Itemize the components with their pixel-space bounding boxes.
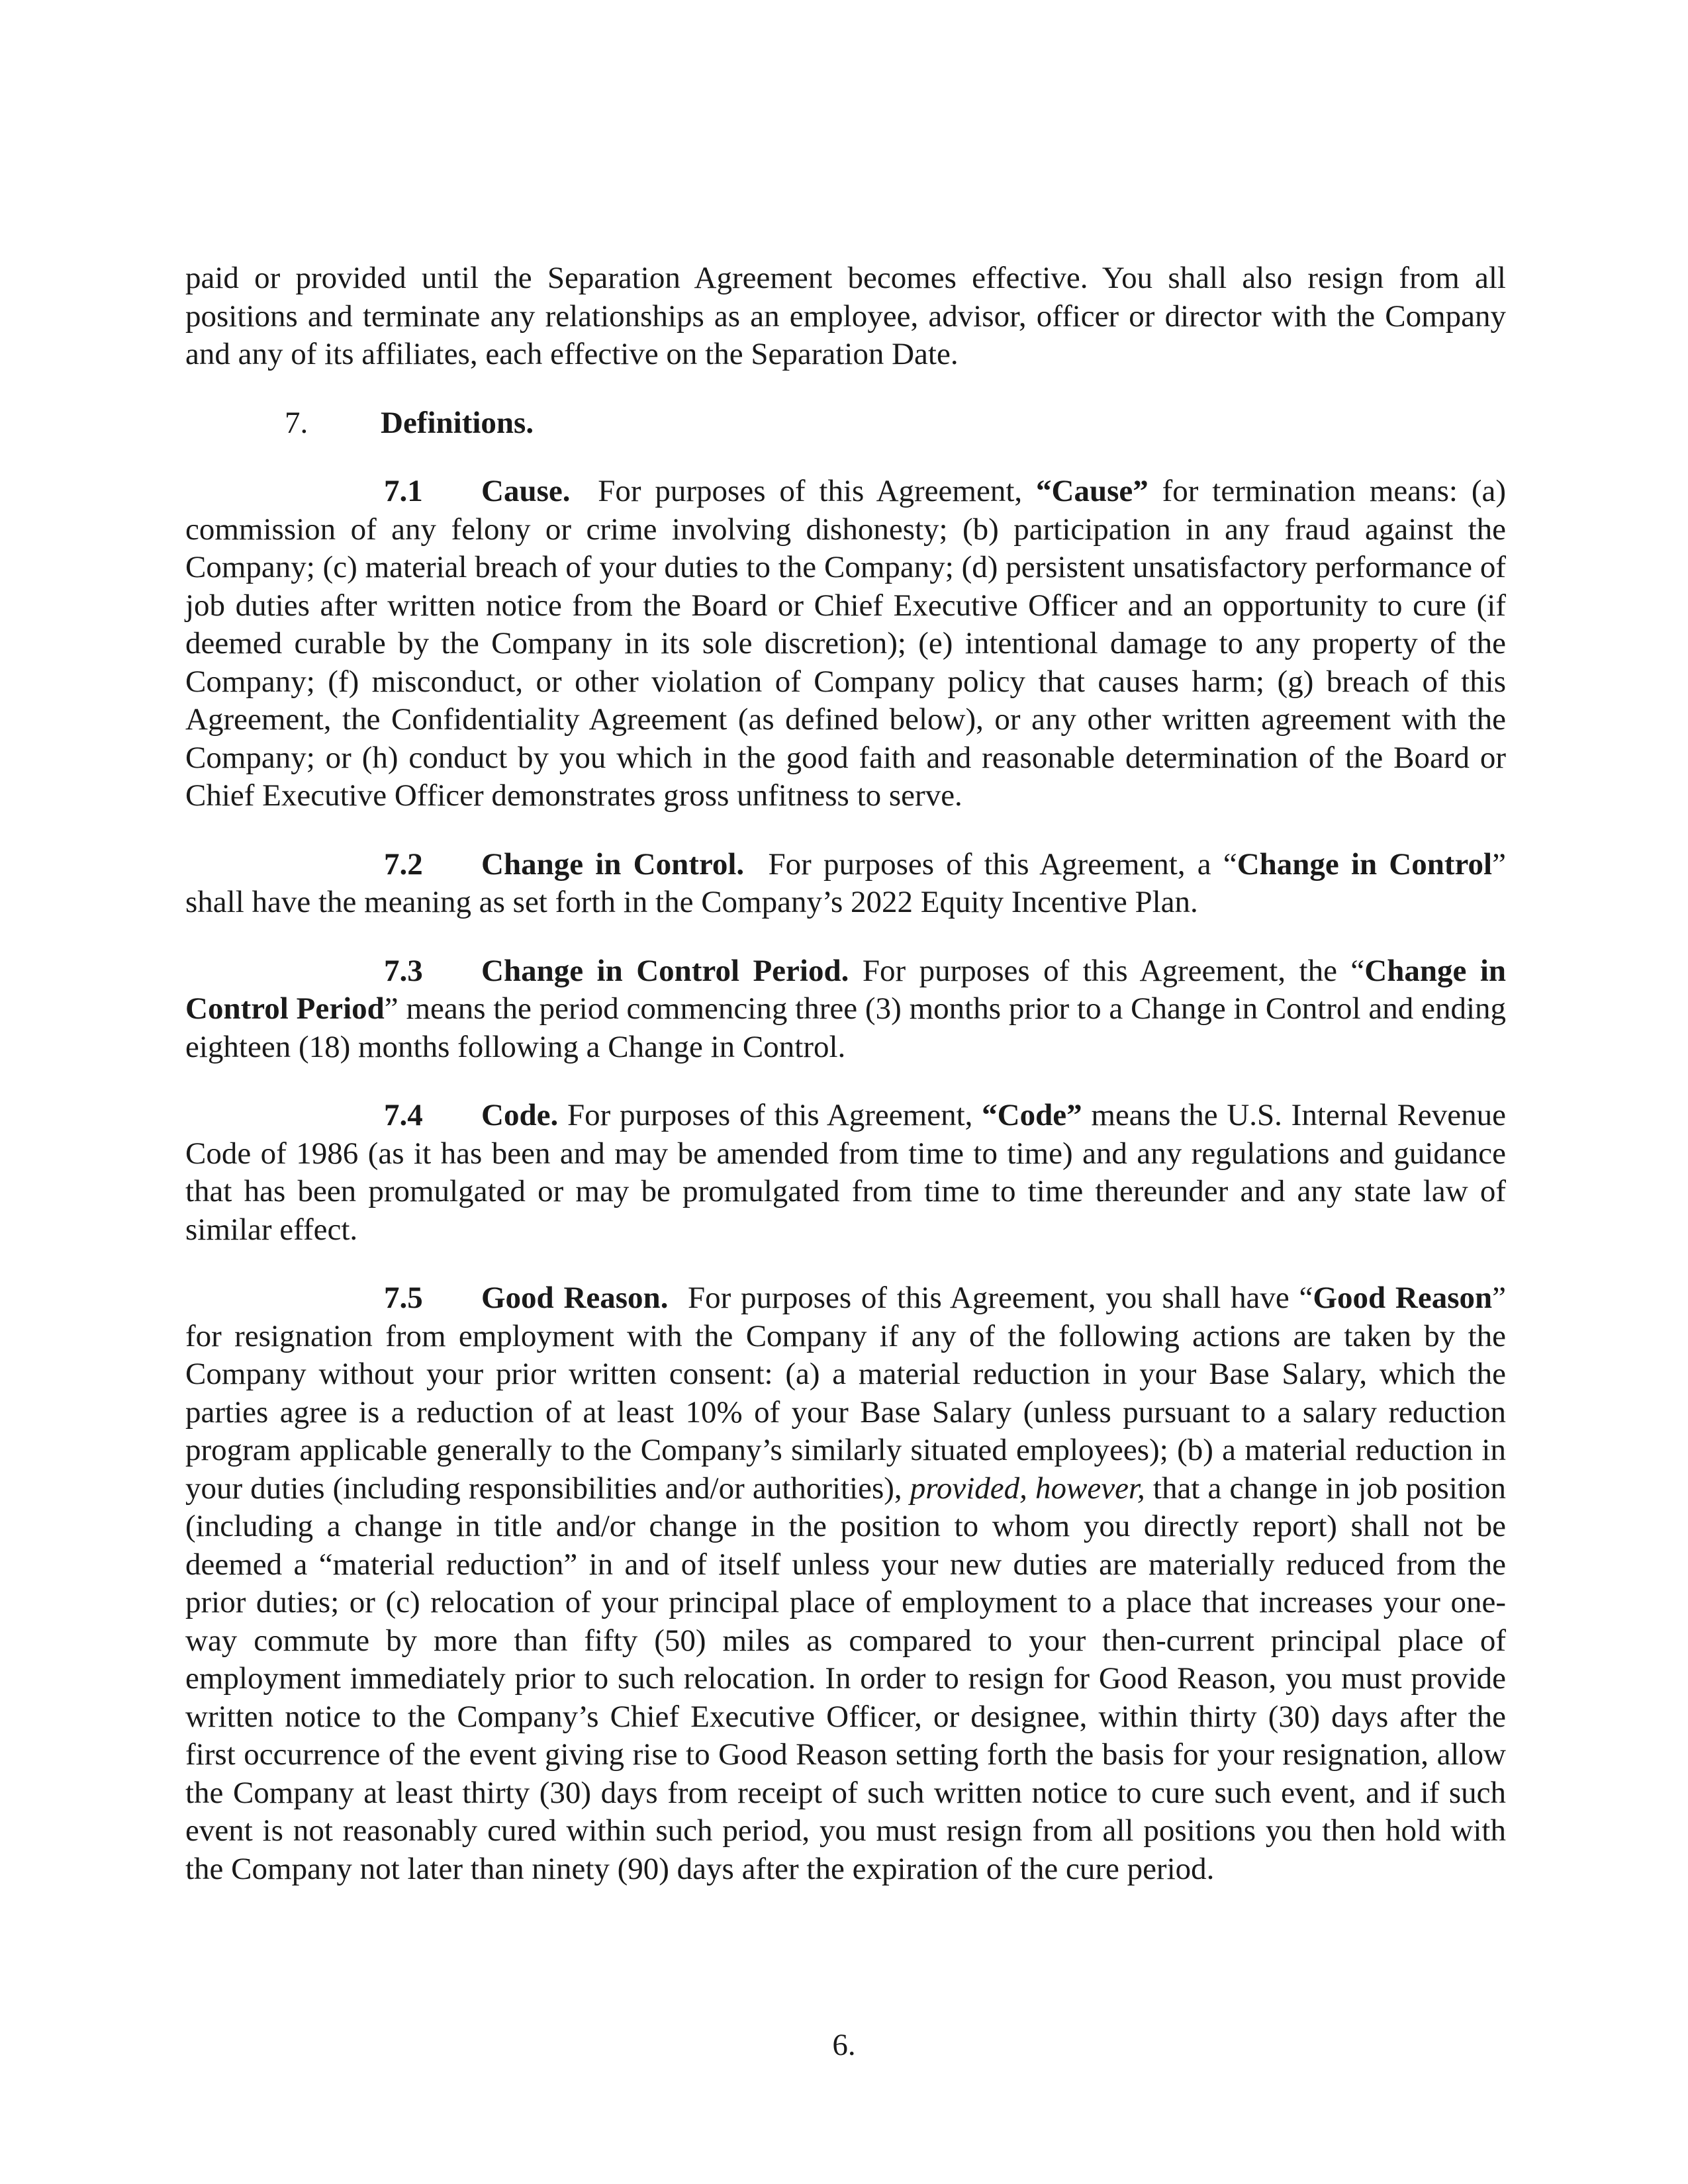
intro-paragraph (185, 259, 1506, 374)
section-7-number: 7. (285, 405, 308, 440)
section-7-heading (185, 404, 1506, 443)
definition-gr-heading: Good Reason. (481, 1281, 669, 1315)
definition-cicp-number: 7.3 (384, 953, 423, 988)
definition-code-heading: Code. (481, 1098, 559, 1132)
definition-cause-term: “Cause” (1036, 474, 1149, 508)
definition-cause-number: 7.1 (384, 474, 423, 508)
definition-cic-text-b: ” shall have the meaning as set forth in the Company’s 2022 Equity Incentive Plan. (185, 846, 1506, 919)
definition-gr-text-c: that a change in job position (including a change in title and/or change in the position to whom you directly report) shall not be deemed a “material reduction” in and of itself unless your new duties are materially reduced from the prior duties; or (c) relocation of your principal place of employment to a place that increases your one-way commute by more than fifty (50) miles as compared to your then-current principal place of employment immediately prior to such relocation. In order to resign for Good Reason, you must provide written notice to the Company’s Chief Executive Officer, or designee, within thirty (30) days after the first occurrence of the event giving rise to Good Reason setting forth the basis for your resignation, allow the Company at least thirty (30) days from receipt of such written notice to cure such event, and if such event is not reasonably cured within such period, you must resign from all positions you then hold with the Company not later than ninety (90) days after the expiration of the cure period. (185, 1471, 1506, 1886)
definition-cicp-text-b: ” means the period commencing three (3) months prior to a Change in Control and ending eighteen (18) months following a Change in Control. (185, 991, 1507, 1064)
definition-cicp-heading: Change in Control Period. (481, 953, 849, 988)
definition-cic-text-a: For purposes of this Agreement, a “ (768, 846, 1237, 882)
definition-cic-heading: Change in Control. (481, 846, 745, 882)
definition-code-term: “Code” (982, 1098, 1082, 1132)
page-number: 6. (832, 2028, 856, 2062)
definition-cause (185, 473, 1506, 815)
definition-gr-number: 7.5 (384, 1281, 423, 1315)
definition-gr-term: Good Reason (1313, 1281, 1493, 1315)
definition-change-in-control (185, 846, 1506, 922)
definition-code-text-a: For purposes of this Agreement, (567, 1098, 982, 1132)
definition-cause-text-a: For purposes of this Agreement, (598, 474, 1036, 508)
definition-cic-term: Change in Control (1237, 846, 1493, 882)
document-body (185, 259, 1506, 1888)
section-7-title: Definitions. (381, 405, 534, 440)
definition-good-reason (185, 1279, 1506, 1888)
definition-cause-text-b: for termination means: (a) commission of any felony or crime involving dishonesty; (b) participation in any fraud against the Company; (c) material breach of your duties to the Company; (d) persistent unsatisfactory performance of job duties after written notice from the Board or Chief Executive Officer and an opportunity to cure (if deemed curable by the Company in its sole discretion); (e) intentional damage to any property of the Company; (f) misconduct, or other violation of Company policy that causes harm; (g) breach of this Agreement, the Confidentiality Agreement (as defined below), or any other written agreement with the Company; or (h) conduct by you which in the good faith and reasonable determination of the Board or Chief Executive Officer demonstrates gross unfitness to serve. (185, 474, 1506, 813)
definition-gr-text-a: For purposes of this Agreement, you shall have “ (688, 1281, 1313, 1315)
definition-code (185, 1097, 1506, 1249)
definition-gr-text-b: ” for resignation from employment with the Company if any of the following actions are taken by the Company without your prior written consent: (a) a material reduction in your Base Salary, which the parties agree is a reduction of at least 10% of your Base Salary (unless pursuant to a salary reduction program applicable generally to the Company’s similarly situated employees); (b) a material reduction in your duties (including responsibilities and/or authorities), (185, 1281, 1506, 1506)
definition-gr-proviso: provided, however, (910, 1471, 1145, 1506)
definition-cicp-text-a: For purposes of this Agreement, the “ (862, 953, 1365, 988)
definition-cic-number: 7.2 (384, 846, 423, 882)
definition-code-number: 7.4 (384, 1098, 423, 1132)
definition-change-in-control-period (185, 952, 1506, 1067)
definition-cause-heading: Cause. (481, 474, 571, 508)
definition-cicp-term: Change in Control Period (185, 953, 1507, 1026)
definition-code-text-b: means the U.S. Internal Revenue Code of 1986 (as it has been and may be amended from time to time) and any regulations and guidance that has been promulgated or may be promulgated from time to time thereunder and any state law of similar effect. (185, 1098, 1507, 1247)
intro-text: paid or provided until the Separation Agreement becomes effective. You shall also resign from all positions and terminate any relationships as an employee, advisor, officer or director with the Company and any of its affiliates, each effective on the Separation Date. (185, 261, 1506, 371)
